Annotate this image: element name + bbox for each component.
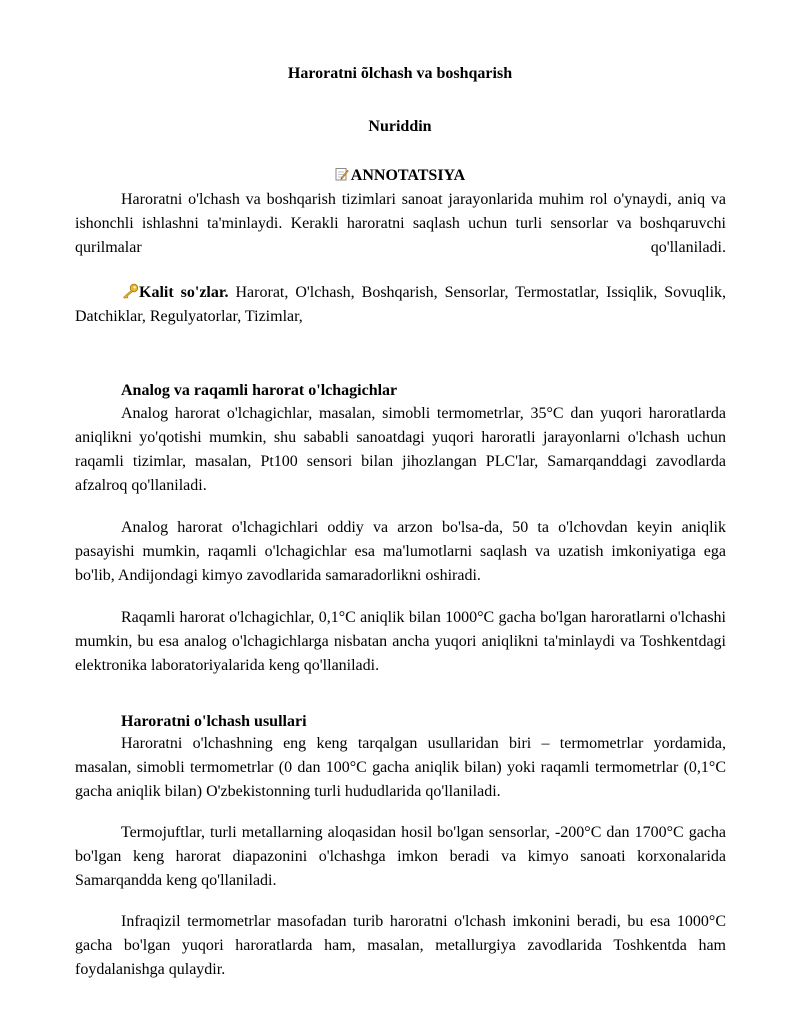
document-title: Haroratni õlchash va boshqarish (287, 65, 513, 82)
section-heading: Analog va raqamli harorat o'lchagichlar (121, 382, 398, 399)
keywords-paragraph (75, 281, 726, 329)
body-paragraph: Infraqizil termometrlar masofadan turib haroratni o'lchash imkonini beradi, bu esa 1000°C gacha bo'lgan yuqori haroratlarda ham, masalan, metallurgiya zavodlarida Toshkentda ham foydalanishga qulaydir. (75, 913, 726, 978)
body-paragraph: Analog harorat o'lchagichlari oddiy va arzon bo'lsa-da, 50 ta o'lchovdan keyin aniqlik pasayishi mumkin, raqamli o'lchagichlar esa ma'lumotlarni saqlash va uzatish imkoniyatiga ega bo'lib, Andijondagi kimyo zavodlarida samaradorlikni oshiradi. (75, 519, 726, 584)
annotation-heading (0, 166, 800, 186)
section-heading: Haroratni o'lchash usullari (121, 713, 307, 730)
annotation-heading-text: ANNOTATSIYA (350, 167, 466, 184)
annotation-paragraph: Haroratni o'lchash va boshqarish tizimlari sanoat jarayonlarida muhim rol o'ynaydi, aniq va ishonchli ishlashni ta'minlaydi. Kerakli haroratni saqlash uchun turli sensorlar va boshqaruvchi qurilmalar qo'llaniladi. (75, 191, 726, 256)
author-name: Nuriddin (368, 118, 432, 135)
body-paragraph: Haroratni o'lchashning eng keng tarqalgan usullaridan biri – termometrlar yordamida, masalan, simobli termometrlar (0 dan 100°C gacha aniqlik bilan) yoki raqamli termometrlar (0,1°C gacha aniqlik bilan) O'zbekistonning turli hududlarida qo'llaniladi. (75, 735, 726, 800)
keywords-text: Harorat, O'lchash, Boshqarish, Sensorlar, Termostatlar, Issiqlik, Sovuqlik, Datchiklar, Regulyatorlar, Tizimlar, (75, 284, 727, 325)
body-paragraph: Raqamli harorat o'lchagichlar, 0,1°C aniqlik bilan 1000°C gacha bo'lgan haroratlarni o'lchashi mumkin, bu esa analog o'lchagichlarga nisbatan ancha yuqori aniqlikni ta'minlaydi va Toshkentdagi elektronika laboratoriyalarida keng qo'llaniladi. (75, 609, 726, 674)
keywords-label: Kalit so'zlar. (139, 284, 229, 301)
body-paragraph: Termojuftlar, turli metallarning aloqasidan hosil bo'lgan sensorlar, -200°C dan 1700°C gacha bo'lgan keng harorat diapazonini o'lchashga imkon beradi va kimyo sanoati korxonalarida Samarqandda keng qo'llaniladi. (75, 824, 726, 889)
memo-icon (335, 167, 349, 181)
key-icon (121, 283, 139, 299)
body-paragraph: Analog harorat o'lchagichlar, masalan, simobli termometrlar, 35°C dan yuqori haroratlarda aniqlikni yo'qotishi mumkin, shu sababli sanoatdagi yuqori haroratli jarayonlarni o'lchash uchun raqamli tizimlar, masalan, Pt100 sensori bilan jihozlangan PLC'lar, Samarqanddagi zavodlarda afzalroq qo'llaniladi. (75, 405, 726, 494)
